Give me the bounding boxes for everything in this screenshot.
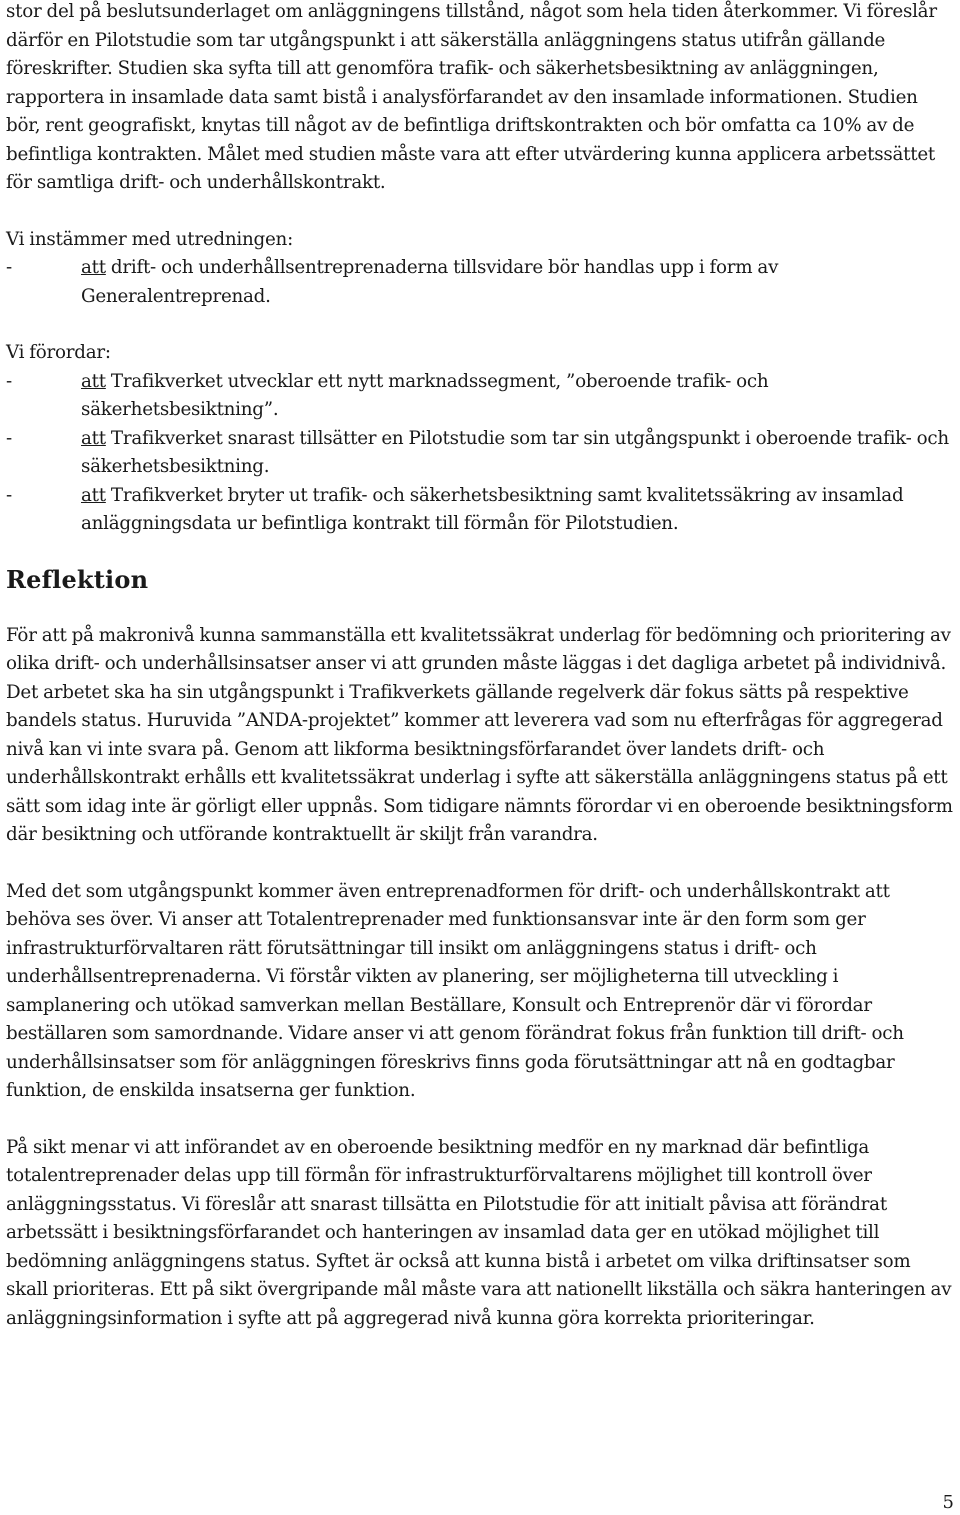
- dash-bullet: -: [6, 370, 12, 392]
- underlined-keyword: att: [81, 484, 106, 506]
- recommend-intro: Vi förordar:: [6, 342, 111, 363]
- continuation-paragraph: stor del på beslutsunderlaget om anläggningens tillstånd, något som hela tiden återkommer. Vi föreslår därför en Pilotstudie som tar utgångspunkt i att säkerställa anläggningens status utifrån gällande föreskrifter. Studien ska syfta till att genomföra trafik- och säkerhetsbesiktning av anläggningen, rapportera in insamlade data samt bistå i analysförfarandet av den insamlade informationen. Studien bör, rent geografiskt, knytas till något av de befintliga driftskontrakten och bör omfatta ca 10% av de befintliga kontrakten. Målet med studien måste vara att efter utvärdering kunna applicera arbetssättet för samtliga drift- och underhållskontrakt.: [6, 1, 937, 193]
- recommend-list: [6, 368, 956, 539]
- spacer: [6, 1106, 956, 1134]
- spacer: [6, 198, 956, 226]
- underlined-keyword: att: [81, 257, 106, 278]
- dash-bullet: -: [6, 427, 12, 449]
- page-number: 5: [942, 1492, 954, 1513]
- spacer: [6, 311, 956, 339]
- spacer: [6, 539, 956, 565]
- list-item: [6, 254, 956, 311]
- list-item: [6, 425, 956, 482]
- underlined-keyword: att: [81, 427, 106, 449]
- spacer: [6, 595, 956, 622]
- section-heading: Reflektion: [6, 564, 149, 594]
- document-page: [6, 0, 956, 1333]
- spacer: [6, 850, 956, 878]
- list-item-text: Trafikverket utvecklar ett nytt marknadssegment, ”oberoende trafik- och säkerhetsbesiktning”.: [81, 370, 769, 420]
- dash-bullet: -: [6, 257, 12, 278]
- list-item-text: Trafikverket bryter ut trafik- och säkerhetsbesiktning samt kvalitetssäkring av insamlad anläggningsdata ur befintliga kontrakt till förmån för Pilotstudien.: [81, 484, 904, 534]
- agree-intro: Vi instämmer med utredningen:: [6, 228, 293, 250]
- list-item-text: drift- och underhållsentreprenaderna tillsvidare bör handlas upp i form av Generalentreprenad.: [81, 257, 779, 307]
- list-item: [6, 482, 956, 539]
- reflection-paragraph: Med det som utgångspunkt kommer även entreprenadformen för drift- och underhållskontrakt att behöva ses över. Vi anser att Totalentreprenader med funktionsansvar inte är den form som ger infrastrukturförvaltaren rätt förutsättningar till insikt om anläggningens status i drift- och underhållsentreprenaderna. Vi förstår vikten av planering, ser möjligheterna till utveckling i samplanering och utökad samverkan mellan Beställare, Konsult och Entreprenör där vi förordar beställaren som samordnande. Vidare anser vi att genom förändrat fokus från funktion till drift- och underhållsinsatser som för anläggningen föreskrivs finns goda förutsättningar att nå en godtagbar funktion, de enskilda insatserna ger funktion.: [6, 880, 904, 1101]
- list-item: [6, 368, 956, 425]
- reflection-paragraph: På sikt menar vi att införandet av en oberoende besiktning medför en ny marknad där befintliga totalentreprenader delas upp till förmån för infrastrukturförvaltarens möjlighet till kontroll över anläggningsstatus. Vi föreslår att snarast tillsätta en Pilotstudie för att initialt påvisa att förändrat arbetssätt i besiktningsförfarandet och hanteringen av insamlad data ger en utökad möjlighet till bedömning anläggningens status. Syftet är också att kunna bistå i arbetet om vilka driftinsatser som skall prioriteras. Ett på sikt övergripande mål måste vara att nationellt likställa och säkra hanteringen av anläggningsinformation i syfte att på aggregerad nivå kunna göra korrekta prioriteringar.: [6, 1136, 952, 1329]
- dash-bullet: -: [6, 484, 12, 506]
- reflection-paragraph: För att på makronivå kunna sammanställa ett kvalitetssäkrat underlag för bedömning och prioritering av olika drift- och underhållsinsatser anser vi att grunden måste läggas i det dagliga arbetet på individnivå. Det arbetet ska ha sin utgångspunkt i Trafikverkets gällande regelverk där fokus sätts på respektive bandels status. Huruvida ”ANDA-projektet” kommer att leverera vad som nu efterfrågas för aggregerad nivå kan vi inte svara på. Genom att likforma besiktningsförfarandet över landets drift- och underhållskontrakt erhålls ett kvalitetssäkrat underlag i syfte att säkerställa anläggningens status på ett sätt som idag inte är görligt eller uppnås. Som tidigare nämnts förordar vi en oberoende besiktningsform där besiktning och utförande kontraktuellt är skiljt från varandra.: [6, 624, 953, 845]
- underlined-keyword: att: [81, 370, 106, 392]
- list-item-text: Trafikverket snarast tillsätter en Pilotstudie som tar sin utgångspunkt i oberoende trafik- och säkerhetsbesiktning.: [81, 427, 949, 477]
- agree-list: [6, 254, 956, 311]
